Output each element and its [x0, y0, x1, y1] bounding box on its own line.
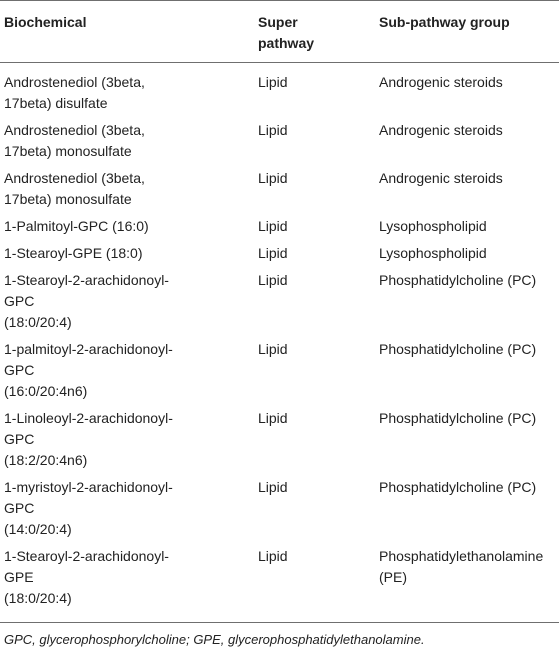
cell-text: (14:0/20:4): [4, 521, 72, 537]
cell-text: Lipid: [258, 479, 288, 495]
sub-pathway-group-cell: [375, 117, 559, 165]
cell-text: (18:0/20:4): [4, 590, 72, 606]
super-pathway-cell: [254, 117, 375, 165]
cell-text: Androgenic steroids: [379, 74, 503, 90]
cell-text: 17beta) monosulfate: [4, 191, 132, 207]
cell-text: Phosphatidylcholine (PC): [379, 272, 537, 288]
cell-text: Androgenic steroids: [379, 122, 503, 138]
cell-text: Androstenediol (3beta,: [4, 74, 145, 90]
super-pathway-cell: [254, 165, 375, 213]
biochemical-cell: [0, 474, 254, 543]
cell-text: (PE): [379, 569, 407, 585]
cell-text: Lipid: [258, 548, 288, 564]
cell-text: 1-myristoyl-2-arachidonoyl-: [4, 479, 173, 495]
super-pathway-cell: [254, 543, 375, 623]
sub-pathway-group-cell: [375, 240, 559, 267]
header-row: [0, 1, 559, 63]
super-pathway-cell: [254, 474, 375, 543]
cell-text: Phosphatidylcholine (PC): [379, 410, 537, 426]
cell-text: (18:0/20:4): [4, 314, 72, 330]
sub-pathway-group-cell: [375, 63, 559, 118]
cell-text: (18:2/20:4n6): [4, 452, 88, 468]
cell-text: GPC: [4, 431, 35, 447]
cell-text: GPC: [4, 500, 35, 516]
table-header: [0, 1, 559, 63]
cell-text: Lipid: [258, 245, 288, 261]
super-pathway-cell: [254, 213, 375, 240]
biochemical-cell: [0, 267, 254, 336]
cell-text: 17beta) disulfate: [4, 95, 108, 111]
cell-text: Androgenic steroids: [379, 170, 503, 186]
table-row: [0, 267, 559, 336]
cell-text: Androstenediol (3beta,: [4, 122, 145, 138]
header-sub-pathway-group: [375, 1, 559, 63]
cell-text: GPE: [4, 569, 34, 585]
cell-text: Lipid: [258, 410, 288, 426]
sub-pathway-group-cell: [375, 165, 559, 213]
cell-text: Phosphatidylcholine (PC): [379, 479, 537, 495]
biochemical-cell: [0, 165, 254, 213]
table-row: [0, 336, 559, 405]
sub-pathway-group-cell: [375, 336, 559, 405]
super-pathway-cell: [254, 63, 375, 118]
biochemical-cell: [0, 63, 254, 118]
header-line: pathway: [258, 35, 315, 51]
cell-text: (16:0/20:4n6): [4, 383, 88, 399]
cell-text: Lipid: [258, 341, 288, 357]
super-pathway-cell: [254, 405, 375, 474]
sub-pathway-group-cell: [375, 474, 559, 543]
biochemical-cell: [0, 117, 254, 165]
cell-text: Lipid: [258, 170, 288, 186]
cell-text: Lipid: [258, 122, 288, 138]
cell-text: 17beta) monosulfate: [4, 143, 132, 159]
cell-text: Phosphatidylcholine (PC): [379, 341, 537, 357]
super-pathway-cell: [254, 240, 375, 267]
table-row: [0, 63, 559, 118]
table-row: [0, 117, 559, 165]
cell-text: Lysophospholipid: [379, 218, 487, 234]
table-row: [0, 405, 559, 474]
cell-text: Lipid: [258, 74, 288, 90]
biochemical-cell: [0, 336, 254, 405]
table-row: [0, 213, 559, 240]
header-line: Super: [258, 14, 298, 30]
super-pathway-cell: [254, 336, 375, 405]
cell-text: Phosphatidylethanolamine: [379, 548, 544, 564]
cell-text: Lipid: [258, 218, 288, 234]
cell-text: GPC: [4, 362, 35, 378]
cell-text: 1-Stearoyl-2-arachidonoyl-: [4, 548, 169, 564]
table-footnote: GPC, glycerophosphorylcholine; GPE, glycerophosphatidylethanolamine.: [4, 632, 425, 647]
cell-text: 1-Stearoyl-GPE (18:0): [4, 245, 143, 261]
cell-text: Lipid: [258, 272, 288, 288]
cell-text: 1-Linoleoyl-2-arachidonoyl-: [4, 410, 173, 426]
table-row: [0, 165, 559, 213]
sub-pathway-group-cell: [375, 405, 559, 474]
sub-pathway-group-cell: [375, 267, 559, 336]
sub-pathway-group-cell: [375, 213, 559, 240]
cell-text: GPC: [4, 293, 35, 309]
biochemical-cell: [0, 405, 254, 474]
cell-text: 1-Stearoyl-2-arachidonoyl-: [4, 272, 169, 288]
biochemical-cell: [0, 213, 254, 240]
biochemical-cell: [0, 543, 254, 623]
table-row: [0, 240, 559, 267]
cell-text: 1-Palmitoyl-GPC (16:0): [4, 218, 149, 234]
table-body: [0, 63, 559, 623]
sub-pathway-group-cell: [375, 543, 559, 623]
cell-text: 1-palmitoyl-2-arachidonoyl-: [4, 341, 173, 357]
header-super-pathway: [254, 1, 375, 63]
cell-text: Androstenediol (3beta,: [4, 170, 145, 186]
cell-text: Lysophospholipid: [379, 245, 487, 261]
biochemical-cell: [0, 240, 254, 267]
header-line: Sub-pathway group: [379, 14, 510, 30]
table-row: [0, 474, 559, 543]
table-row: [0, 543, 559, 623]
super-pathway-cell: [254, 267, 375, 336]
header-line: Biochemical: [4, 14, 87, 30]
header-biochemical: [0, 1, 254, 63]
